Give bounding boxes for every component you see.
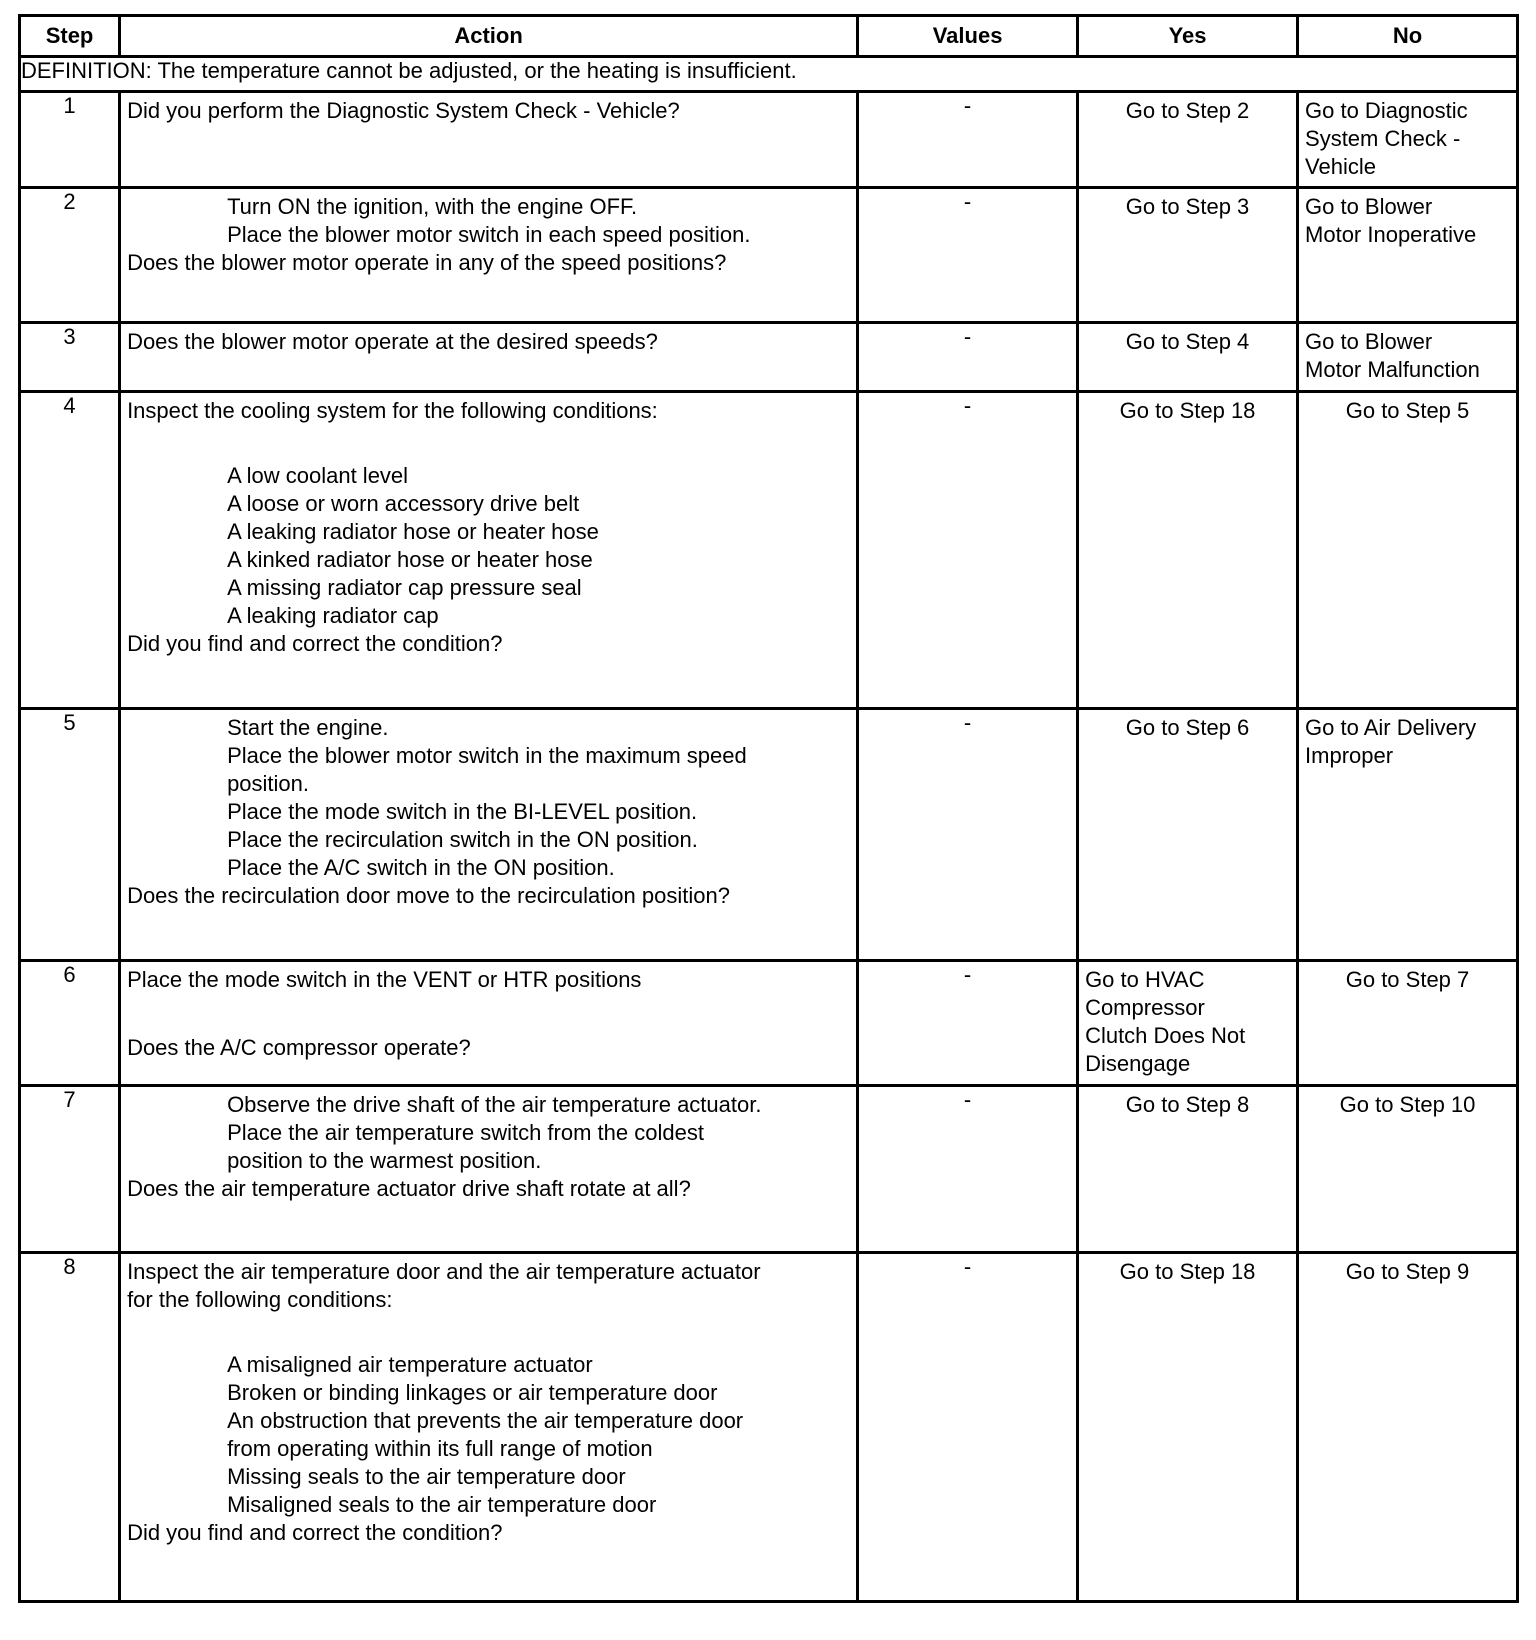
values-cell: - xyxy=(858,1253,1078,1602)
action-intro: Inspect the cooling system for the following conditions: xyxy=(127,398,658,423)
step-number: 4 xyxy=(20,392,120,709)
action-question: Does the recirculation door move to the recirculation position? xyxy=(127,883,730,908)
values-cell: - xyxy=(858,709,1078,961)
no-cell xyxy=(1298,709,1518,961)
no-link[interactable]: Go to Step 9 xyxy=(1345,1259,1470,1284)
yes-cell xyxy=(1078,1253,1298,1602)
no-link-line: Improper xyxy=(1305,743,1394,768)
no-link[interactable]: Go to Step 10 xyxy=(1339,1092,1476,1117)
values-cell: - xyxy=(858,323,1078,392)
yes-link[interactable]: Go to Step 18 xyxy=(1119,398,1256,423)
table-row xyxy=(20,188,1518,323)
no-link-line: Vehicle xyxy=(1305,154,1376,179)
action-steps xyxy=(127,714,850,882)
yes-cell xyxy=(1078,323,1298,392)
no-cell xyxy=(1298,1086,1518,1253)
table-row xyxy=(20,1253,1518,1602)
condition-list xyxy=(127,1351,850,1519)
no-cell xyxy=(1298,1253,1518,1602)
values-cell: - xyxy=(858,961,1078,1086)
no-link[interactable]: Go to Step 7 xyxy=(1345,967,1470,992)
header-step: Step xyxy=(20,16,120,57)
step-number: 3 xyxy=(20,323,120,392)
condition-item: A low coolant level xyxy=(227,463,409,488)
action-intro: Place the mode switch in the VENT or HTR positions xyxy=(127,967,642,992)
no-link[interactable] xyxy=(1299,324,1516,387)
action-item: Turn ON the ignition, with the engine OFF. xyxy=(227,194,638,219)
yes-link[interactable]: Go to Step 8 xyxy=(1125,1092,1250,1117)
action-item: Place the recirculation switch in the ON position. xyxy=(227,827,698,852)
condition-item: Broken or binding linkages or air temperature door xyxy=(227,1380,718,1405)
yes-cell xyxy=(1078,709,1298,961)
action-question: Did you find and correct the condition? xyxy=(127,1520,503,1545)
values-cell: - xyxy=(858,188,1078,323)
condition-item: A leaking radiator hose or heater hose xyxy=(227,519,599,544)
action-item: Start the engine. xyxy=(227,715,389,740)
no-link-line: Go to Blower xyxy=(1305,329,1433,354)
no-cell xyxy=(1298,92,1518,188)
no-cell xyxy=(1298,961,1518,1086)
action-intro-line: Inspect the air temperature door and the air temperature actuator xyxy=(127,1259,761,1284)
action-item: position to the warmest position. xyxy=(227,1148,542,1173)
action-question: Did you find and correct the condition? xyxy=(127,631,503,656)
condition-item: A misaligned air temperature actuator xyxy=(227,1352,593,1377)
condition-list xyxy=(127,462,850,630)
action-item: Place the mode switch in the BI-LEVEL position. xyxy=(227,799,698,824)
yes-link[interactable]: Go to Step 3 xyxy=(1125,194,1250,219)
step-number: 6 xyxy=(20,961,120,1086)
header-action: Action xyxy=(120,16,858,57)
table-row xyxy=(20,709,1518,961)
action-cell xyxy=(120,709,858,961)
step-number: 2 xyxy=(20,188,120,323)
yes-link-line: Disengage xyxy=(1085,1051,1191,1076)
yes-link[interactable]: Go to Step 2 xyxy=(1125,98,1250,123)
definition-text: DEFINITION: The temperature cannot be adjusted, or the heating is insufficient. xyxy=(20,57,1518,92)
action-intro-line: for the following conditions: xyxy=(127,1287,393,1312)
condition-item: A loose or worn accessory drive belt xyxy=(227,491,580,516)
no-cell xyxy=(1298,323,1518,392)
action-item: Observe the drive shaft of the air temperature actuator. xyxy=(227,1092,762,1117)
action-item: Place the blower motor switch in each speed position. xyxy=(227,222,751,247)
action-cell xyxy=(120,1086,858,1253)
action-cell xyxy=(120,961,858,1086)
table-row xyxy=(20,323,1518,392)
no-link-line: Motor Malfunction xyxy=(1305,357,1480,382)
no-cell xyxy=(1298,188,1518,323)
condition-item: from operating within its full range of motion xyxy=(227,1436,653,1461)
yes-link[interactable] xyxy=(1079,962,1296,1081)
no-link-line: Motor Inoperative xyxy=(1305,222,1477,247)
yes-cell xyxy=(1078,961,1298,1086)
action-cell xyxy=(120,188,858,323)
diagnostic-table xyxy=(18,14,1519,1603)
values-cell: - xyxy=(858,392,1078,709)
yes-cell xyxy=(1078,392,1298,709)
values-cell: - xyxy=(858,1086,1078,1253)
yes-cell xyxy=(1078,92,1298,188)
action-cell xyxy=(120,92,858,188)
step-number: 1 xyxy=(20,92,120,188)
step-number: 8 xyxy=(20,1253,120,1602)
yes-cell xyxy=(1078,188,1298,323)
no-link-line: Go to Air Delivery xyxy=(1305,715,1477,740)
action-intro xyxy=(127,1258,850,1314)
yes-link[interactable]: Go to Step 18 xyxy=(1119,1259,1256,1284)
no-link[interactable] xyxy=(1299,93,1516,184)
header-row xyxy=(20,16,1518,57)
no-link-line: Go to Blower xyxy=(1305,194,1433,219)
step-number: 5 xyxy=(20,709,120,961)
values-cell: - xyxy=(858,92,1078,188)
action-steps xyxy=(127,193,850,249)
header-values: Values xyxy=(858,16,1078,57)
condition-item: Missing seals to the air temperature door xyxy=(227,1464,626,1489)
table-row xyxy=(20,392,1518,709)
action-cell xyxy=(120,1253,858,1602)
diagnostic-table-page xyxy=(18,14,1519,1603)
table-row xyxy=(20,961,1518,1086)
table-row xyxy=(20,1086,1518,1253)
action-cell xyxy=(120,323,858,392)
yes-link[interactable]: Go to Step 6 xyxy=(1125,715,1250,740)
action-question: Does the blower motor operate at the desired speeds? xyxy=(127,329,658,354)
action-item: Place the blower motor switch in the maximum speed xyxy=(227,743,747,768)
no-link-line: System Check - xyxy=(1305,126,1461,151)
action-question: Does the blower motor operate in any of the speed positions? xyxy=(127,250,727,275)
condition-item: A kinked radiator hose or heater hose xyxy=(227,547,593,572)
no-link[interactable] xyxy=(1299,710,1516,773)
condition-item: An obstruction that prevents the air temperature door xyxy=(227,1408,744,1433)
condition-item: Misaligned seals to the air temperature door xyxy=(227,1492,657,1517)
yes-cell xyxy=(1078,1086,1298,1253)
no-link[interactable]: Go to Step 5 xyxy=(1345,398,1470,423)
yes-link-line: Compressor xyxy=(1085,995,1205,1020)
no-link[interactable] xyxy=(1299,189,1516,252)
no-link-line: Go to Diagnostic xyxy=(1305,98,1468,123)
yes-link-line: Clutch Does Not xyxy=(1085,1023,1246,1048)
condition-item: A missing radiator cap pressure seal xyxy=(227,575,582,600)
condition-item: A leaking radiator cap xyxy=(227,603,439,628)
header-yes: Yes xyxy=(1078,16,1298,57)
header-no: No xyxy=(1298,16,1518,57)
yes-link-line: Go to HVAC xyxy=(1085,967,1205,992)
action-question: Did you perform the Diagnostic System Check - Vehicle? xyxy=(127,98,680,123)
definition-row xyxy=(20,57,1518,92)
action-cell xyxy=(120,392,858,709)
action-question: Does the A/C compressor operate? xyxy=(127,1035,471,1060)
action-question: Does the air temperature actuator drive shaft rotate at all? xyxy=(127,1176,691,1201)
table-row xyxy=(20,92,1518,188)
step-number: 7 xyxy=(20,1086,120,1253)
action-item: Place the A/C switch in the ON position. xyxy=(227,855,615,880)
action-item: position. xyxy=(227,771,310,796)
action-item: Place the air temperature switch from the coldest xyxy=(227,1120,704,1145)
yes-link[interactable]: Go to Step 4 xyxy=(1125,329,1250,354)
no-cell xyxy=(1298,392,1518,709)
action-steps xyxy=(127,1091,850,1175)
